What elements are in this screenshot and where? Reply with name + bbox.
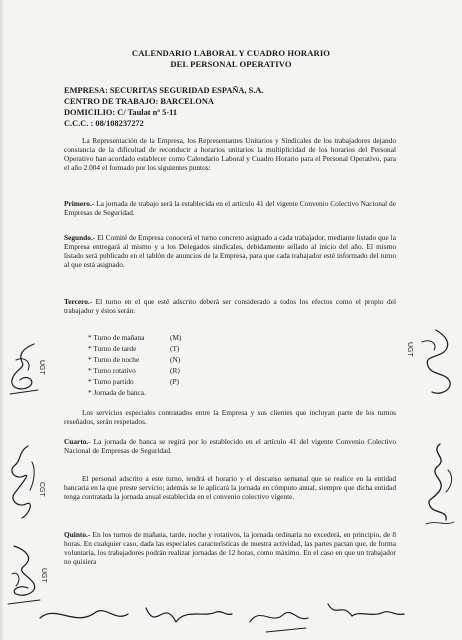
- svg-text:CGT: CGT: [38, 482, 45, 497]
- segundo-label: Segundo.-: [64, 233, 96, 242]
- centro-line: CENTRO DE TRABAJO: BARCELONA: [64, 97, 214, 106]
- shift-code: (N): [170, 355, 181, 364]
- primero-text: La jornada de trabajo será la establecida en el artículo 41 del vigente Convenio Colectivo Nacional de Empresas de Seguridad.: [64, 199, 396, 218]
- quinto-text: En los turnos de mañana, tarde, noche y rotativos, la jornada ordinaria no excederá, en principio, de 8 horas. En cualquier caso, dada las especiales características de nuestra actividad, las partes pactan que, de forma voluntaria, los trabajadores podrán realizar jornadas de 12 horas, como máximo. En el caso en que un trabajador no quisiera: [64, 530, 396, 567]
- shift-item: * Jornada de banca.: [88, 388, 146, 397]
- shift-code: (M): [170, 333, 182, 342]
- tercero-paragraph: [64, 297, 396, 315]
- shift-item: * Turno de mañana: [88, 333, 145, 342]
- document-title-line1: CALENDARIO LABORAL Y CUADRO HORARIO: [131, 48, 331, 58]
- segundo-paragraph: [64, 233, 396, 269]
- margin-note-ugt-right: [398, 336, 418, 376]
- tercero-text: El turno en el que esté adscrito deberá ser considerado a todos los efectos como el propio del trabajador y éstos serán:: [64, 297, 396, 316]
- primero-paragraph: [64, 199, 396, 217]
- svg-text:UGT: UGT: [40, 568, 47, 583]
- tercero-label: Tercero.-: [64, 297, 93, 306]
- shift-item: * Turno rotativo: [88, 366, 136, 375]
- signature-right-top: [416, 326, 460, 406]
- document-title-line2: DEL PERSONAL OPERATIVO: [170, 59, 292, 69]
- ccc-line: C.C.C. : 08/108237272: [64, 119, 144, 128]
- margin-note-cgt-left: [28, 474, 52, 520]
- bottom-signatures: [36, 588, 436, 640]
- cuarto-text: La jornada de banca se regirá por lo establecido en el artículo 41 del vigente Convenio Colectivo Nacional de Empresas de Seguridad.: [64, 437, 396, 456]
- quinto-paragraph: [64, 530, 396, 566]
- svg-text:UGT: UGT: [38, 360, 45, 375]
- shift-item: * Turno de tarde: [88, 344, 137, 353]
- shift-code: (R): [170, 366, 180, 375]
- domicilio-line: DOMICILIO: C/ Taulat nº 5-11: [64, 108, 178, 117]
- margin-note-ugt-left: [28, 352, 52, 398]
- cuarto-second-paragraph: El personal adscrito a este turno, tendrá el horario y el descanso semanal que se realice en la entidad bancaria en la que preste servicio; además se le aplicará la jornada en cómputo anual, siempre que dicha entidad tenga contratada la jornada anual establecida en el convenio colectivo vigente.: [64, 474, 396, 502]
- shift-item: * Turno de noche: [88, 355, 140, 364]
- shift-code: (T): [170, 344, 180, 353]
- segundo-text: El Comité de Empresa conocerá el turno concreto asignado a cada trabajador, mediante listado que la Empresa entregará al mismo y a los Delegados sindicales, debidamente sellado al inicio del año. El mismo listado será publicado en el tablón de anuncios de la Empresa, para que cada trabajador esté informado del turno al que está asignado.: [64, 233, 396, 270]
- intro-paragraph: La Representación de la Empresa, los Representantes Unitarios y Sindicales de los trabajadores dejando constancia de la dificultad de reconducir a horarios unitarios la multiplicidad de los horarios del Personal Operativo han acordado establecer como Calendario Laboral y Cuadro Horario para el Personal Operativo, para el año 2.004 el formado por los siguientes puntos:: [64, 136, 396, 173]
- cuarto-label: Cuarto.-: [64, 437, 91, 446]
- svg-text:UGT: UGT: [406, 342, 413, 357]
- servicios-paragraph: Los servicios especiales contratados entre la Empresa y sus clientes que incluyan parte de los turnos reseñados, serán respetados.: [64, 408, 396, 427]
- signature-right-middle: [418, 440, 460, 530]
- primero-label: Primero.-: [64, 199, 95, 208]
- shift-item: * Turno partido: [88, 377, 134, 386]
- quinto-label: Quinto.-: [64, 530, 91, 539]
- cuarto-paragraph: [64, 437, 396, 455]
- shift-code: (P): [170, 377, 179, 386]
- empresa-line: EMPRESA: SECURITAS SEGURIDAD ESPAÑA, S.A.: [64, 86, 264, 95]
